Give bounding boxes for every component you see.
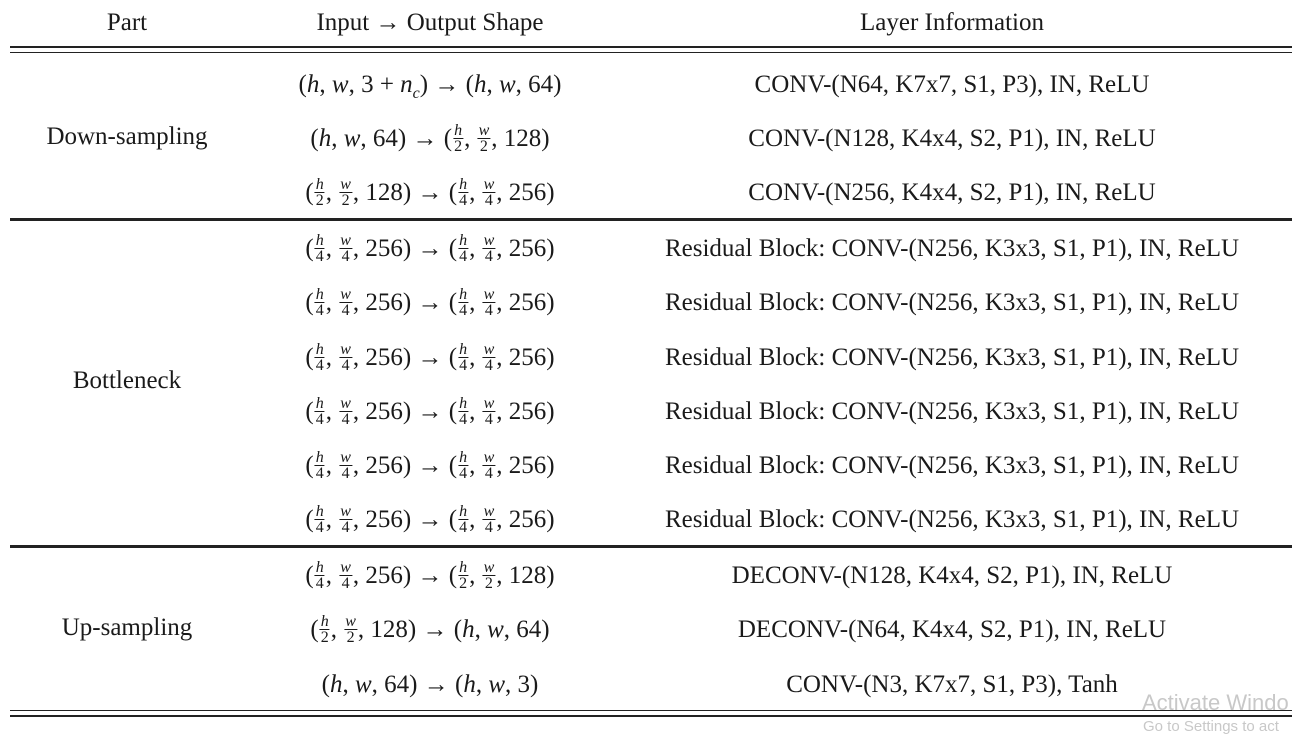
shape-cell: ( $\frac{h}{2}$ , $\frac{w}{2}$ , 128) → (h, w, 64) bbox=[310, 612, 550, 646]
group-divider bbox=[10, 218, 1292, 221]
part-label: Up-sampling bbox=[61, 614, 193, 641]
layer-info-cell: CONV-(N64, K7x7, S1, P3), IN, ReLU bbox=[754, 71, 1150, 98]
layer-info-cell: Residual Block: CONV-(N256, K3x3, S1, P1), IN, ReLU bbox=[664, 235, 1240, 262]
header-shape: Input → Output Shape bbox=[316, 9, 544, 36]
layer-info-cell: CONV-(N256, K4x4, S2, P1), IN, ReLU bbox=[748, 179, 1156, 206]
shape-cell: (h, w, 64) → ( $\frac{h}{2}$ , $\frac{w}{2}$ , 128) bbox=[310, 121, 550, 155]
layer-info-cell: Residual Block: CONV-(N256, K3x3, S1, P1), IN, ReLU bbox=[664, 289, 1240, 316]
part-label: Down-sampling bbox=[46, 123, 208, 150]
activation-watermark-title: Activate Windo bbox=[1142, 690, 1289, 715]
layer-info-cell: CONV-(N128, K4x4, S2, P1), IN, ReLU bbox=[748, 125, 1156, 152]
shape-cell: ( $\frac{h}{4}$ , $\frac{w}{4}$ , 256) → ( $\frac{h}{4}$ , $\frac{w}{4}$ , 256) bbox=[305, 394, 555, 428]
header-info: Layer Information bbox=[860, 9, 1044, 36]
shape-cell: ( $\frac{h}{4}$ , $\frac{w}{4}$ , 256) → ( $\frac{h}{2}$ , $\frac{w}{2}$ , 128) bbox=[305, 558, 555, 592]
layer-info-cell: DECONV-(N128, K4x4, S2, P1), IN, ReLU bbox=[731, 562, 1173, 589]
bottom-rule bbox=[10, 710, 1292, 711]
header-part: Part bbox=[106, 9, 148, 36]
layer-info-cell: Residual Block: CONV-(N256, K3x3, S1, P1), IN, ReLU bbox=[664, 344, 1240, 371]
shape-cell: ( $\frac{h}{4}$ , $\frac{w}{4}$ , 256) → ( $\frac{h}{4}$ , $\frac{w}{4}$ , 256) bbox=[305, 502, 555, 536]
shape-cell: (h, w, $3 + n_c) \to (h$, w, 64) bbox=[298, 71, 562, 102]
bottom-rule-second bbox=[10, 715, 1292, 717]
layer-info-cell: Residual Block: CONV-(N256, K3x3, S1, P1), IN, ReLU bbox=[664, 398, 1240, 425]
activation-watermark-subtitle: Go to Settings to act bbox=[1143, 718, 1279, 735]
layer-info-cell: DECONV-(N64, K4x4, S2, P1), IN, ReLU bbox=[737, 616, 1167, 643]
shape-cell: ( $\frac{h}{4}$ , $\frac{w}{4}$ , 256) → ( $\frac{h}{4}$ , $\frac{w}{4}$ , 256) bbox=[305, 448, 555, 482]
shape-cell: ( $\frac{h}{4}$ , $\frac{w}{4}$ , 256) → ( $\frac{h}{4}$ , $\frac{w}{4}$ , 256) bbox=[305, 285, 555, 319]
shape-cell: ( $\frac{h}{4}$ , $\frac{w}{4}$ , 256) → ( $\frac{h}{4}$ , $\frac{w}{4}$ , 256) bbox=[305, 231, 555, 265]
shape-cell: ( $\frac{h}{2}$ , $\frac{w}{2}$ , 128) → ( $\frac{h}{4}$ , $\frac{w}{4}$ , 256) bbox=[305, 175, 555, 209]
part-label: Bottleneck bbox=[72, 367, 182, 394]
top-rule bbox=[10, 46, 1292, 48]
group-divider bbox=[10, 545, 1292, 548]
layer-info-cell: Residual Block: CONV-(N256, K3x3, S1, P1), IN, ReLU bbox=[664, 506, 1240, 533]
shape-cell: ( $\frac{h}{4}$ , $\frac{w}{4}$ , 256) → ( $\frac{h}{4}$ , $\frac{w}{4}$ , 256) bbox=[305, 340, 555, 374]
layer-info-cell: CONV-(N3, K7x7, S1, P3), Tanh bbox=[786, 671, 1118, 698]
layer-info-cell: Residual Block: CONV-(N256, K3x3, S1, P1), IN, ReLU bbox=[664, 452, 1240, 479]
top-rule-second bbox=[10, 52, 1292, 53]
shape-cell: (h, w, 64) → (h, w, 3) bbox=[321, 671, 539, 698]
